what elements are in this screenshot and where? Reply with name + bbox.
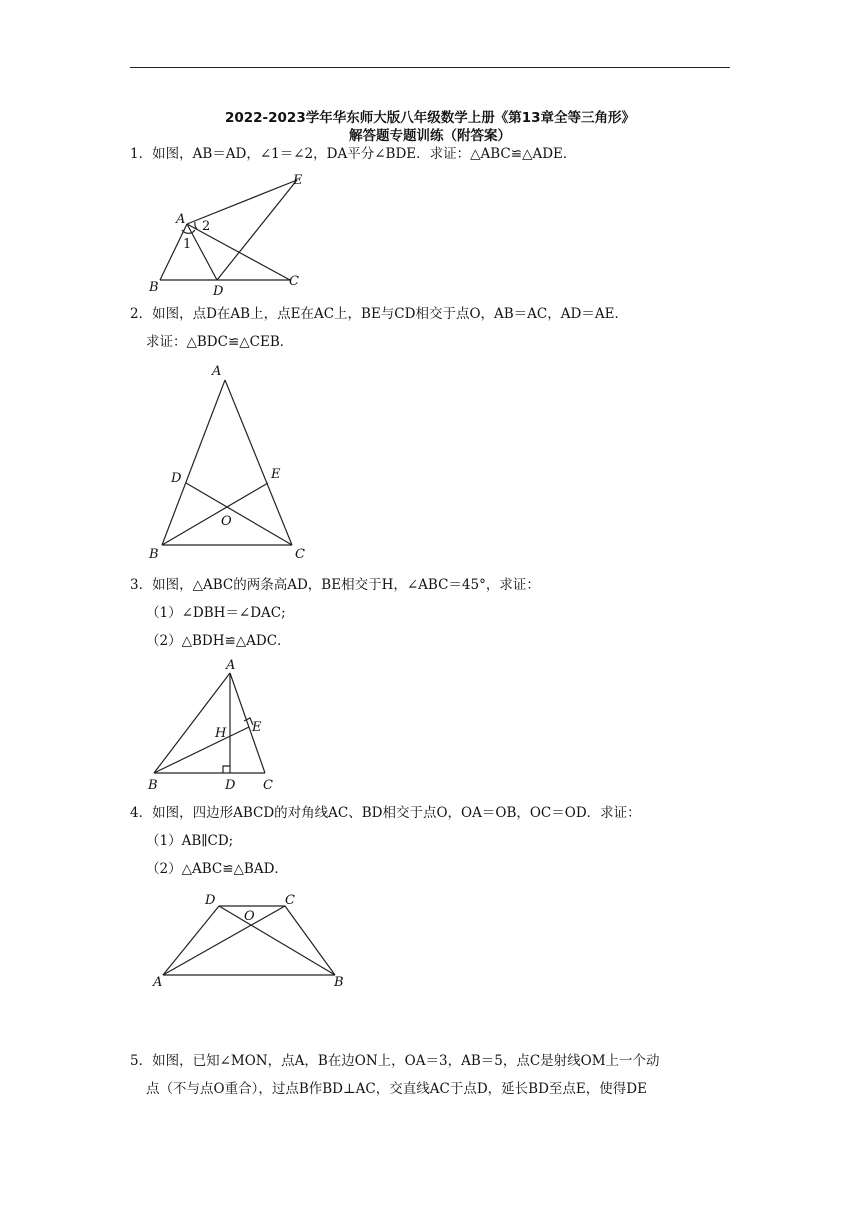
fig2-label-e: E (271, 467, 281, 482)
fig2-label-a: A (212, 364, 222, 379)
fig3-label-c: C (263, 778, 273, 793)
problem-3-statement: 如图，△ABC的两条高AD，BE相交于H，∠ABC＝45°，求证： (152, 577, 540, 593)
problem-4-text (130, 804, 641, 822)
fig4-label-o: O (244, 909, 255, 924)
problem-2-number: 2． (130, 306, 153, 322)
fig1-segment-de (217, 180, 297, 280)
fig3-label-b: B (148, 778, 158, 793)
fig2-segment-ac (225, 380, 292, 545)
fig4-label-a: A (153, 975, 163, 990)
fig4-label-b: B (334, 975, 344, 990)
fig1-label-d: D (213, 284, 224, 299)
fig4-label-c: C (285, 893, 295, 908)
problem-3-figure (140, 655, 290, 800)
problem-4-figure (140, 888, 360, 993)
fig3-label-a: A (226, 658, 236, 673)
problem-1-text (130, 145, 576, 163)
problem-4-number: 4． (130, 805, 153, 821)
fig1-label-b: B (149, 280, 159, 295)
fig1-label-angle-2: 2 (202, 219, 211, 234)
problem-4-part-1: （1）AB∥CD; (146, 833, 234, 849)
fig3-label-e: E (252, 720, 262, 735)
fig2-label-o: O (221, 514, 232, 529)
fig2-label-d: D (171, 471, 182, 486)
fig4-segment-da (163, 906, 219, 975)
problem-2-figure (140, 360, 320, 565)
problem-1-number: 1． (130, 146, 153, 162)
fig1-segment-ab (160, 224, 187, 280)
problem-1-figure (140, 168, 320, 298)
problem-3-part-1: （1）∠DBH＝∠DAC; (146, 605, 286, 621)
fig2-label-c: C (295, 547, 305, 562)
problem-5-statement: 如图，已知∠MON，点A，B在边ON上，OA＝3，AB＝5，点C是射线OM上一个动 (152, 1053, 660, 1069)
fig1-segment-ae (187, 180, 297, 224)
header-rule (130, 67, 730, 68)
problem-4-statement: 如图，四边形ABCD的对角线AC、BD相交于点O，OA＝OB，OC＝OD．求证： (152, 805, 641, 821)
fig4-segment-cb (285, 906, 335, 975)
fig1-label-c: C (289, 274, 299, 289)
problem-5-text (130, 1052, 660, 1070)
problem-2-text (130, 305, 628, 323)
fig2-segment-ab (162, 380, 225, 545)
fig3-right-angle-d (223, 766, 230, 773)
fig1-label-angle-1: 1 (183, 237, 192, 252)
fig2-segment-be (162, 483, 268, 545)
problem-2-text-line2: 求证：△BDC≌△CEB． (146, 334, 294, 350)
problem-3-text (130, 576, 540, 594)
problem-5-number: 5． (130, 1053, 153, 1069)
problem-4-part-2: （2）△ABC≌△BAD． (146, 861, 288, 877)
problem-1-statement: 如图，AB＝AD，∠1＝∠2，DA平分∠BDE．求证：△ABC≌△ADE． (152, 146, 577, 162)
fig1-label-a: A (176, 212, 186, 227)
fig3-altitude-be (154, 727, 249, 773)
fig1-label-e: E (293, 173, 303, 188)
problem-3-part-2: （2）△BDH≌△ADC． (146, 633, 291, 649)
fig4-diagonal-bd (219, 906, 335, 975)
problem-5-text-line2: 点（不与点O重合），过点B作BD⊥AC，交直线AC于点D，延长BD至点E，使得DE (146, 1081, 647, 1097)
fig2-label-b: B (149, 547, 159, 562)
document-title: 2022-2023学年华东师大版八年级数学上册《第13章全等三角形》 (224, 110, 636, 126)
fig2-segment-dc (186, 483, 292, 545)
document-subtitle: 解答题专题训练（附答案） (349, 128, 511, 144)
fig3-label-d: D (225, 778, 236, 793)
fig4-label-d: D (205, 893, 216, 908)
fig3-label-h: H (215, 726, 227, 741)
problem-2-statement: 如图，点D在AB上，点E在AC上，BE与CD相交于点O，AB＝AC，AD＝AE． (152, 306, 628, 322)
fig3-segment-ab (154, 673, 230, 773)
problem-3-number: 3． (130, 577, 153, 593)
fig4-diagonal-ac (163, 906, 285, 975)
